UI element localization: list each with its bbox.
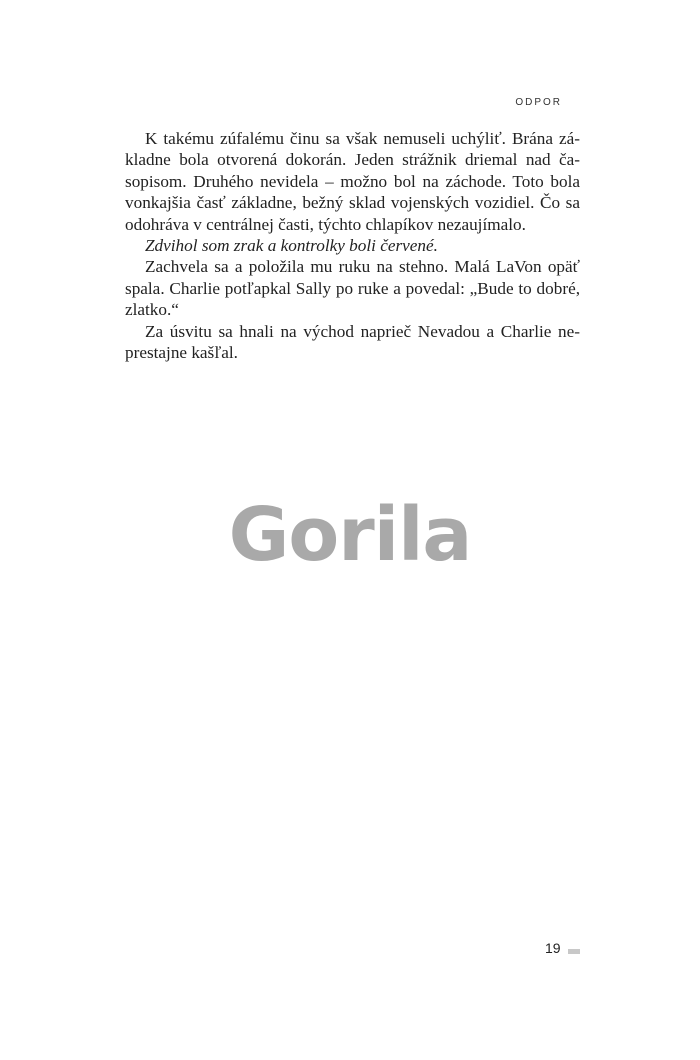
watermark-logo: Gorila [228,492,472,578]
paragraph: K takému zúfalému činu sa však nemuseli uchýliť. Brána základne bola otvorená dokorán. Jeden strážnik driemal nad časopisom. Druhého nevidela – možno bol na záchode. Toto bola vonkajšia časť základne, bežný sklad vojenských vozidiel. Čo sa odohráva v centrálnej časti, týchto chlapíkov nezaujímalo. [125,129,580,234]
body-text [125,128,580,363]
folio-mark [568,949,580,954]
page-number: 19 [545,940,561,956]
paragraph: Za úsvitu sa hnali na východ naprieč Nevadou a Charlie neprestajne kašľal. [125,321,580,363]
running-header: ODPOR [515,97,562,108]
paragraph: Zachvela sa a položila mu ruku na stehno. Malá LaVon opäť spala. Charlie potľapkal Sally po ruke a povedal: „Bude to dobré, zlatko.“ [125,257,580,320]
italic-paragraph: Zdvihol som zrak a kontrolky boli červené. [145,236,438,256]
